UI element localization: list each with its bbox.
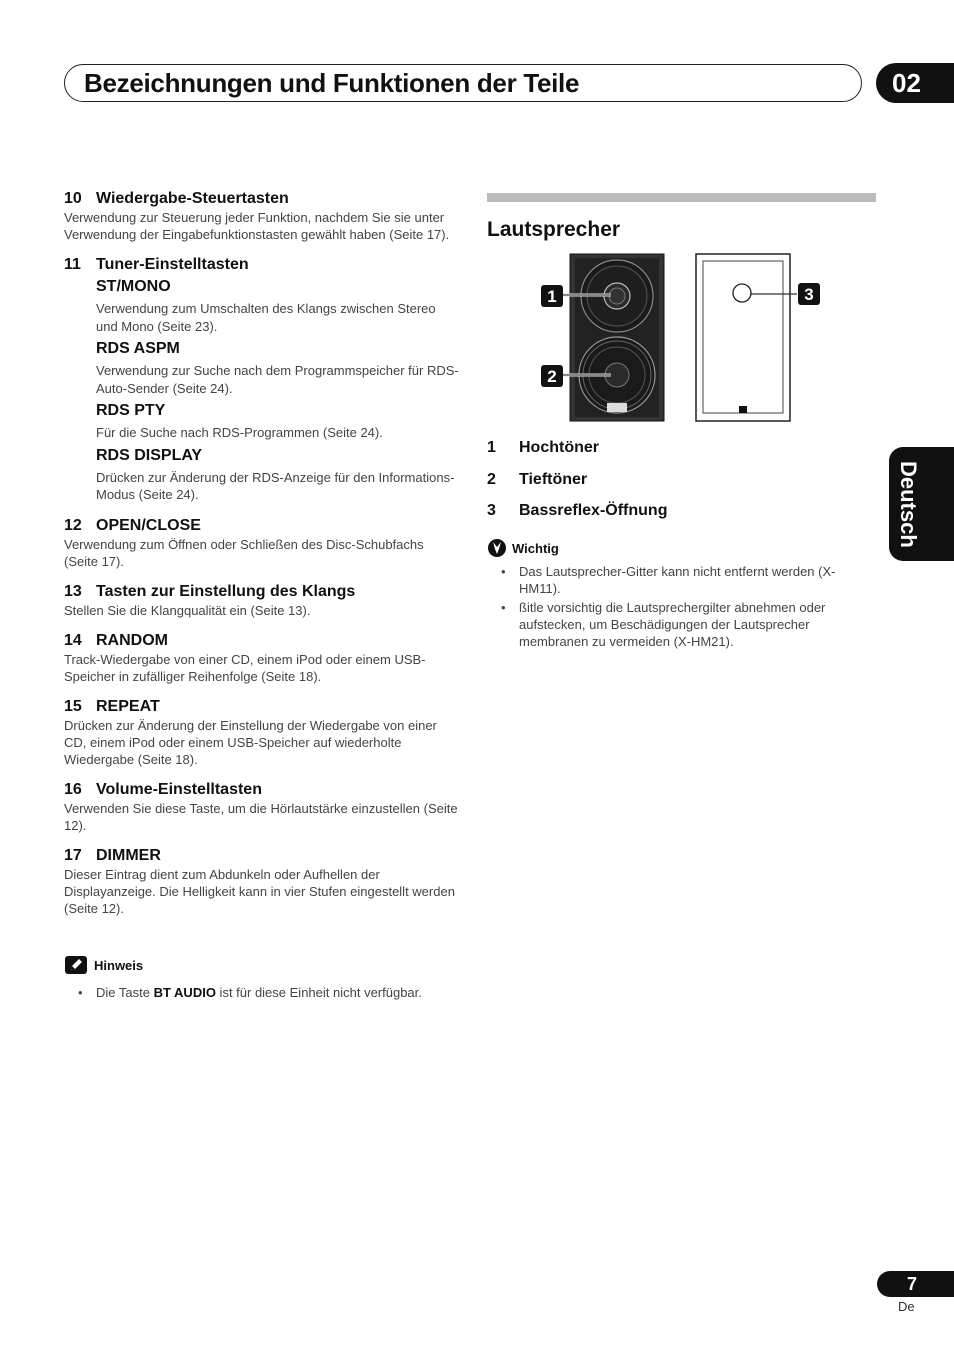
part-label: Tieftöner (519, 470, 588, 488)
sub-heading: RDS PTY (96, 402, 166, 419)
item-heading: Tuner-Einstelltasten (96, 256, 249, 273)
note-pencil-icon (64, 955, 88, 975)
note-text-end: ist für diese Einheit nicht verfügbar. (215, 985, 422, 1000)
sub-description: Verwendung zur Suche nach dem Programmspeicher für RDS-Auto-Sender (Seite 24). (96, 363, 459, 396)
warning-icon (487, 538, 507, 558)
note-box (64, 955, 460, 1001)
speaker-back (696, 254, 790, 421)
left-column (64, 189, 460, 929)
sub-item-rds-aspm (96, 339, 460, 397)
warning-box (487, 538, 877, 650)
warning-bullet: • Das Lautsprecher-Gitter kann nicht entfernt werden (X-HM11). (487, 563, 877, 597)
item-13 (64, 582, 460, 619)
right-column (487, 193, 877, 649)
item-heading: DIMMER (96, 846, 161, 864)
sub-description: Für die Suche nach RDS-Programmen (Seite 24). (96, 425, 383, 440)
part-label: Hochtöner (519, 439, 599, 456)
item-15 (64, 697, 460, 768)
item-description: Track-Wiedergabe von einer CD, einem iPod oder einem USB-Speicher in zufälliger Reihenfolge (Seite 18). (64, 651, 426, 684)
note-bullet: • Die Taste BT AUDIO ist für diese Einheit nicht verfügbar. (78, 985, 422, 1000)
warning-text: ßitle vorsichtig die Lautsprechergilter abnehmen oder aufstecken, um Beschädigungen der Lautsprecher membranen zu vermeiden (X-HM21). (519, 600, 826, 649)
part-number: 1 (487, 439, 496, 456)
chapter-number: 02 (876, 63, 954, 103)
item-heading: OPEN/CLOSE (96, 516, 201, 534)
warning-title: Wichtig (512, 540, 559, 556)
item-number: 17 (64, 846, 82, 864)
tuner-sub-list (96, 277, 460, 504)
part-label: Bassreflex-Öffnung (519, 502, 668, 519)
item-description: Drücken zur Änderung der Einstellung der Wiedergabe von einer CD, einem iPod oder einem USB-Speicher auf wiederholte Wiedergabe (Seite 18). (64, 717, 437, 767)
callout-3-label: 3 (804, 285, 814, 304)
item-number: 13 (64, 582, 82, 600)
callout-1 (541, 285, 563, 307)
item-description: Verwendung zur Steuerung jeder Funktion, nachdem Sie sie unter Verwendung der Eingabefunktionstasten gewählt haben (Seite 17). (64, 210, 450, 242)
item-description: Stellen Sie die Klangqualität ein (Seite 13). (64, 602, 311, 618)
note-text: Die Taste (96, 985, 154, 1000)
part-item (487, 438, 877, 458)
item-number: 11 (64, 256, 81, 273)
item-number: 12 (64, 516, 82, 534)
part-item (487, 470, 877, 490)
item-17 (64, 846, 460, 917)
callout-2 (541, 365, 563, 387)
item-12 (64, 516, 460, 570)
part-item (487, 501, 877, 521)
item-16 (64, 780, 460, 834)
page-number: 7 (877, 1271, 954, 1297)
sub-heading: RDS DISPLAY (96, 446, 203, 464)
item-heading: Wiedergabe-Steuertasten (96, 190, 289, 207)
sub-item-st-mono (96, 277, 460, 335)
callout-3 (798, 283, 820, 305)
page-title: Bezeichnungen und Funktionen der Teile (84, 68, 580, 98)
item-11 (64, 255, 460, 504)
sub-heading: ST/MONO (96, 278, 171, 295)
parts-list (487, 438, 877, 533)
callout-1-label: 1 (547, 287, 557, 306)
section-title: Lautsprecher (487, 218, 621, 241)
part-number: 3 (487, 502, 496, 519)
item-heading: Volume-Einstelltasten (96, 780, 262, 798)
warning-bullet: • ßitle vorsichtig die Lautsprechergilter abnehmen oder aufstecken, um Beschädigungen der Lautsprecher membranen zu vermeiden (X-HM21). (487, 599, 877, 650)
speaker-front (570, 254, 664, 421)
item-heading: Tasten zur Einstellung des Klangs (96, 582, 356, 600)
note-bold-text: BT AUDIO (153, 985, 216, 1000)
item-heading: REPEAT (96, 697, 160, 715)
language-label: Deutsch (896, 460, 921, 548)
item-number: 15 (64, 697, 82, 715)
item-heading: RANDOM (96, 631, 168, 649)
item-number: 14 (64, 631, 82, 649)
item-number: 16 (64, 780, 82, 798)
section-bar (487, 193, 876, 202)
sub-item-rds-display (96, 446, 460, 504)
item-10 (64, 189, 460, 243)
item-number: 10 (64, 190, 82, 207)
sub-item-rds-pty (96, 401, 460, 442)
item-14 (64, 631, 460, 685)
warning-text: Das Lautsprecher-Gitter kann nicht entfernt werden (X-HM11). (519, 564, 836, 596)
note-title: Hinweis (94, 957, 144, 973)
language-tab (889, 447, 954, 561)
sub-description: Verwendung zum Umschalten des Klangs zwischen Stereo und Mono (Seite 23). (96, 301, 436, 334)
callout-2-label: 2 (547, 367, 557, 386)
sub-heading: RDS ASPM (96, 340, 180, 357)
item-description: Verwendung zum Öffnen oder Schließen des Disc-Schubfachs (Seite 17). (64, 536, 424, 569)
page-language: De (898, 1299, 915, 1314)
item-description: Dieser Eintrag dient zum Abdunkeln oder Aufhellen der Displayanzeige. Die Helligkeit kann in vier Stufen eingestellt werden (Seite 12). (64, 866, 455, 916)
item-description: Verwenden Sie diese Taste, um die Hörlautstärke einzustellen (Seite 12). (64, 800, 458, 833)
sub-description: Drücken zur Änderung der RDS-Anzeige für den Informations-Modus (Seite 24). (96, 469, 455, 502)
part-number: 2 (487, 470, 496, 488)
speaker-diagram (487, 253, 827, 423)
